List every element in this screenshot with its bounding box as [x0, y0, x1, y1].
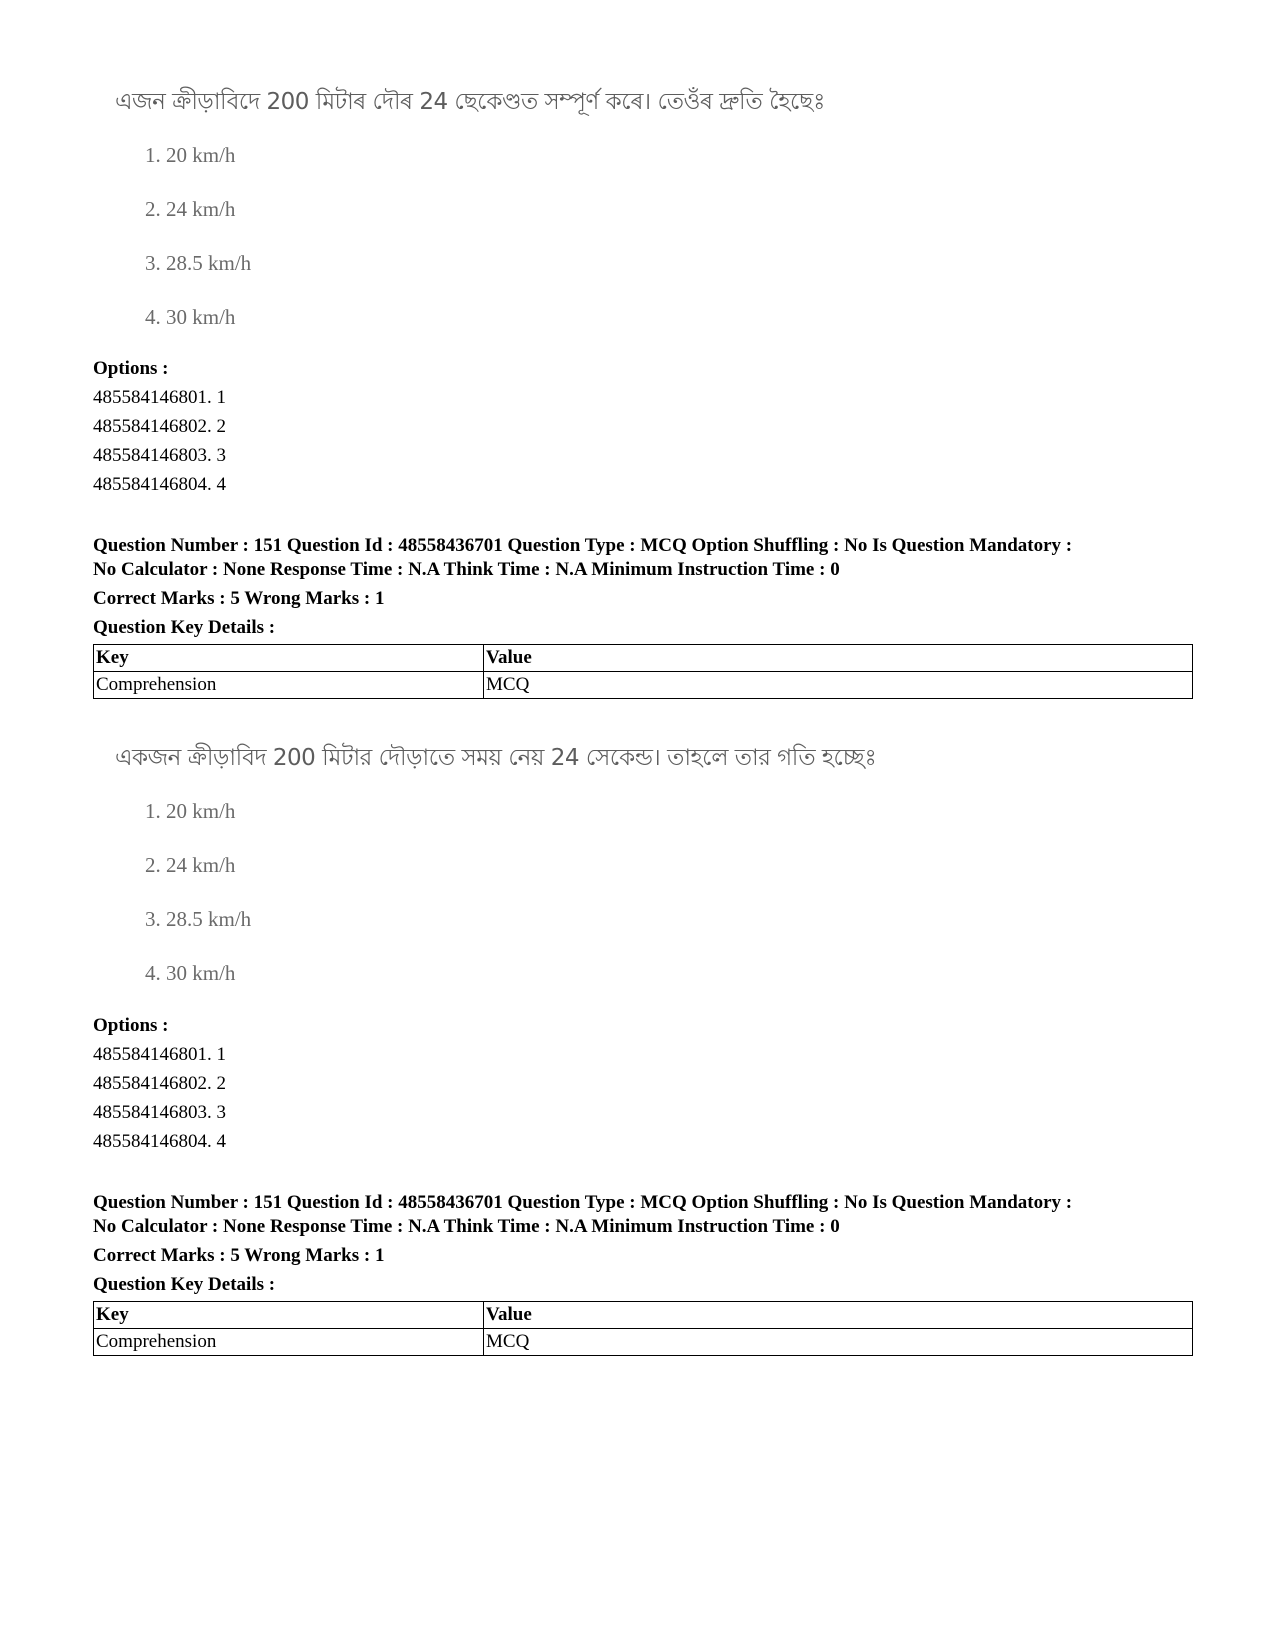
table-cell-key: Comprehension: [94, 1329, 484, 1356]
question-meta-line-1: Question Number : 151 Question Id : 48558436701 Question Type : MCQ Option Shuffling : No Is Question Mandatory :: [93, 535, 1073, 556]
option-id-2: 485584146802. 2: [93, 416, 226, 437]
options-block: [93, 1011, 1183, 1156]
option-id-4: 485584146804. 4: [93, 474, 226, 495]
table-cell-key: Comprehension: [94, 672, 484, 699]
table-header-key: Key: [94, 1302, 484, 1329]
marks-line: Correct Marks : 5 Wrong Marks : 1: [93, 588, 385, 609]
table-header-row: [94, 645, 1193, 672]
choice-3: 3. 28.5 km/h: [145, 251, 252, 275]
question-image-bengali: [115, 738, 1015, 1000]
question-meta-line-2: No Calculator : None Response Time : N.A Think Time : N.A Minimum Instruction Time : 0: [93, 1216, 840, 1237]
choice-1: 1. 20 km/h: [145, 799, 236, 823]
option-id-2: 485584146802. 2: [93, 1073, 226, 1094]
option-id-1: 485584146801. 1: [93, 387, 226, 408]
table-header-key: Key: [94, 645, 484, 672]
table-cell-value: MCQ: [484, 1329, 1193, 1356]
table-row: [94, 1329, 1193, 1356]
question-meta-line-1: Question Number : 151 Question Id : 48558436701 Question Type : MCQ Option Shuffling : No Is Question Mandatory :: [93, 1192, 1073, 1213]
options-label: Options :: [93, 358, 169, 379]
question-image-assamese: [115, 82, 1015, 344]
key-details-label: Question Key Details :: [93, 617, 276, 638]
option-id-1: 485584146801. 1: [93, 1044, 226, 1065]
table-header-value: Value: [484, 645, 1193, 672]
choice-4: 4. 30 km/h: [145, 305, 236, 329]
question-meta-line-2: No Calculator : None Response Time : N.A Think Time : N.A Minimum Instruction Time : 0: [93, 559, 840, 580]
choice-1: 1. 20 km/h: [145, 143, 236, 167]
question-text: এজন ক্ৰীড়াবিদে 200 মিটাৰ দৌৰ 24 ছেকেণ্ডত সম্পূৰ্ণ কৰে। তেওঁৰ দ্ৰুতি হৈছেঃ: [115, 89, 825, 115]
marks-line: Correct Marks : 5 Wrong Marks : 1: [93, 1245, 385, 1266]
question-meta-block: [93, 534, 1183, 699]
choice-2: 2. 24 km/h: [145, 197, 236, 221]
question-meta-block: [93, 1191, 1183, 1356]
choice-2: 2. 24 km/h: [145, 853, 236, 877]
choice-3: 3. 28.5 km/h: [145, 907, 252, 931]
question-text: একজন ক্রীড়াবিদ 200 মিটার দৌড়াতে সময় নেয় 24 সেকেন্ড। তাহলে তার গতি হচ্ছেঃ: [115, 745, 877, 771]
table-header-row: [94, 1302, 1193, 1329]
option-id-4: 485584146804. 4: [93, 1131, 226, 1152]
options-block: [93, 354, 1183, 499]
key-details-table: [93, 1301, 1193, 1356]
choice-4: 4. 30 km/h: [145, 961, 236, 985]
key-details-label: Question Key Details :: [93, 1274, 276, 1295]
table-header-value: Value: [484, 1302, 1193, 1329]
table-cell-value: MCQ: [484, 672, 1193, 699]
option-id-3: 485584146803. 3: [93, 1102, 226, 1123]
table-row: [94, 672, 1193, 699]
option-id-3: 485584146803. 3: [93, 445, 226, 466]
options-label: Options :: [93, 1015, 169, 1036]
key-details-table: [93, 644, 1193, 699]
